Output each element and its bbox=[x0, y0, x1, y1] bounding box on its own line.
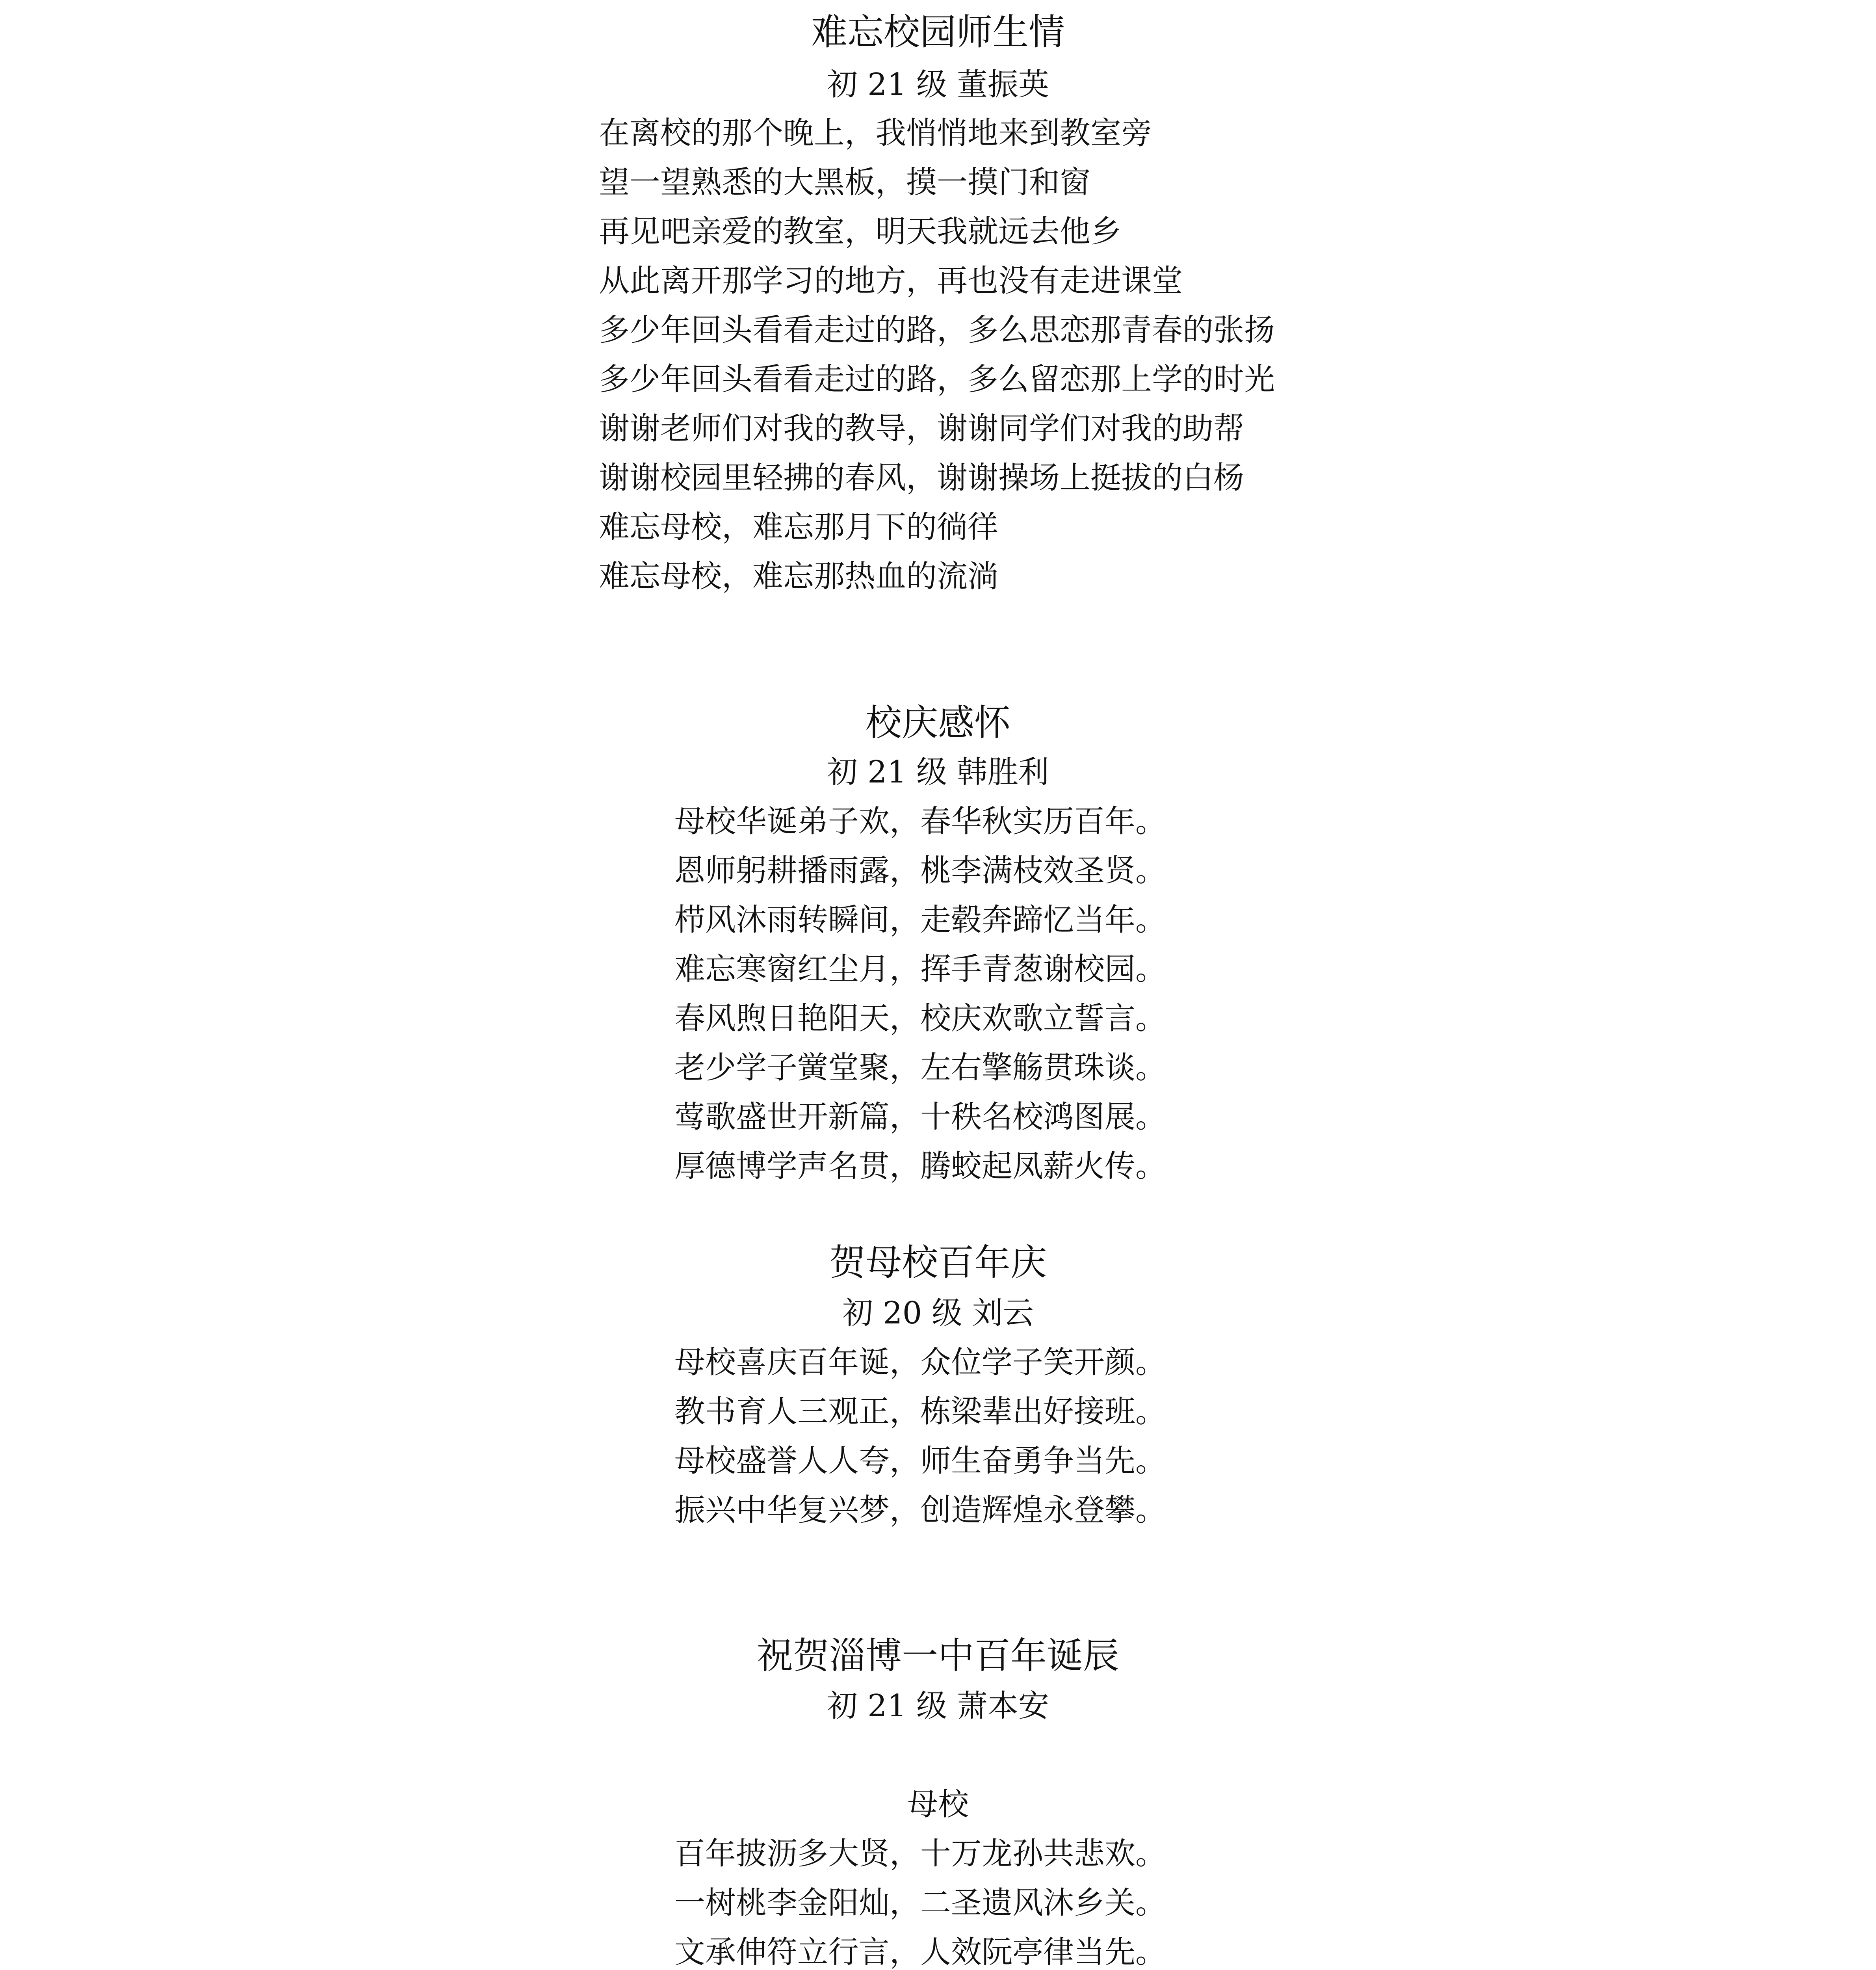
poem-line: 在离校的那个晚上，我悄悄地来到教室旁 bbox=[599, 115, 1152, 151]
poem-line: 望一望熟悉的大黑板，摸一摸门和窗 bbox=[599, 165, 1091, 200]
poem-line: 多少年回头看看走过的路，多么思恋那青春的张扬 bbox=[599, 312, 1275, 348]
poem-line: 厚德博学声名贯，腾蛟起凤薪火传。 bbox=[674, 1149, 1166, 1184]
poem-line: 振兴中华复兴梦，创造辉煌永登攀。 bbox=[674, 1492, 1166, 1528]
poem-title: 贺母校百年庆 bbox=[829, 1241, 1047, 1284]
poem-author: 初 21 级 韩胜利 bbox=[827, 755, 1049, 790]
poem-line: 老少学子黉堂聚，左右擎觞贯珠谈。 bbox=[674, 1050, 1166, 1085]
poem-author: 初 20 级 刘云 bbox=[842, 1295, 1034, 1331]
poem-line: 母校华诞弟子欢，春华秋实历百年。 bbox=[674, 804, 1166, 839]
poem-line: 母校喜庆百年诞，众位学子笑开颜。 bbox=[674, 1345, 1166, 1380]
poem-line: 母校盛誉人人夸，师生奋勇争当先。 bbox=[674, 1443, 1166, 1479]
poem-author: 初 21 级 董振英 bbox=[827, 67, 1049, 102]
poem-line: 再见吧亲爱的教室，明天我就远去他乡 bbox=[599, 214, 1122, 249]
poem-title: 难忘校园师生情 bbox=[811, 11, 1065, 53]
poem-line: 从此离开那学习的地方，再也没有走进课堂 bbox=[599, 263, 1183, 299]
poem-line: 莺歌盛世开新篇，十秩名校鸿图展。 bbox=[674, 1099, 1166, 1135]
poem-line: 春风煦日艳阳天，校庆欢歌立誓言。 bbox=[674, 1001, 1166, 1036]
poem-title: 校庆感怀 bbox=[865, 702, 1010, 744]
poem-line: 谢谢校园里轻拂的春风，谢谢操场上挺拔的白杨 bbox=[599, 460, 1244, 496]
poem-title: 祝贺淄博一中百年诞辰 bbox=[756, 1635, 1119, 1677]
poem-line: 一树桃李金阳灿，二圣遗风沐乡关。 bbox=[674, 1885, 1166, 1921]
poem-author: 初 21 级 萧本安 bbox=[827, 1688, 1049, 1724]
poem-line: 栉风沐雨转瞬间，走毂奔蹄忆当年。 bbox=[674, 902, 1166, 938]
poem-line: 难忘母校，难忘那月下的徜徉 bbox=[599, 509, 999, 545]
poem-line: 多少年回头看看走过的路，多么留恋那上学的时光 bbox=[599, 362, 1275, 397]
poem-line: 难忘寒窗红尘月，挥手青葱谢校园。 bbox=[674, 952, 1166, 987]
poem-line: 难忘母校，难忘那热血的流淌 bbox=[599, 559, 999, 594]
poem-line: 谢谢老师们对我的教导，谢谢同学们对我的助帮 bbox=[599, 411, 1244, 446]
poem-line: 教书育人三观正，栋梁辈出好接班。 bbox=[674, 1394, 1166, 1429]
poem-line: 恩师躬耕播雨露，桃李满枝效圣贤。 bbox=[674, 853, 1166, 888]
poem-line: 文承伸符立行言，人效阮亭律当先。 bbox=[674, 1935, 1166, 1970]
poem-subtitle: 母校 bbox=[907, 1787, 969, 1822]
poem-line: 百年披沥多大贤，十万龙孙共悲欢。 bbox=[674, 1836, 1166, 1872]
